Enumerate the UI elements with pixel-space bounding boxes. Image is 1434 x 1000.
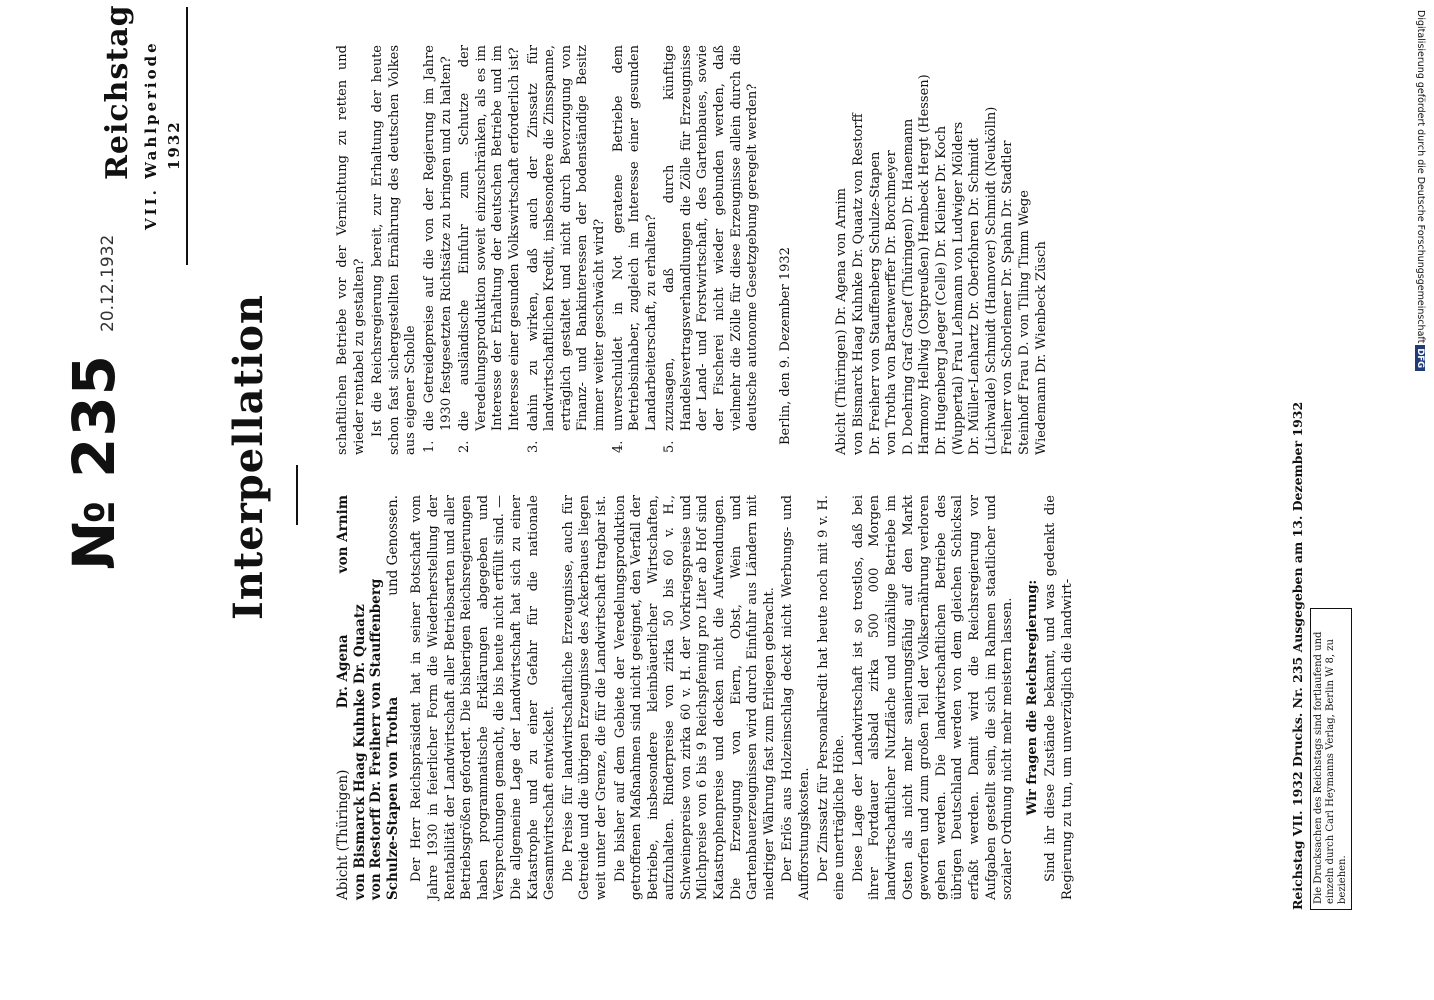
name-line: D. Doehring Graf Graef (Thüringen) Dr. Hanemann [900,118,916,455]
footer-box: Die Drucksachen des Reichstags sind fortlaufend und einzeln durch Carl Heymanns Verlag, Berlin W 8, zu beziehen. [1310,608,1352,910]
demand-number: 2. [457,440,473,453]
name-line: (Lichwalde) Schmidt (Hannover) Schmidt (Neukölln) [983,106,999,455]
right-column [335,45,1050,455]
wahlperiode-label: VII. Wahlperiode [142,40,160,230]
question-intro: Wir fragen die Reichsregierung: [1024,579,1040,816]
demand-number: 4. [610,440,626,453]
signer-line-4a: Schulze-Stapen von Trotha [384,696,401,900]
reichstag-heading: Reichstag [100,4,135,180]
demand-item [422,45,455,455]
name-line: Dr. Müller-Lenhartz Dr. Oberfohren Dr. Schmidt [967,138,983,455]
body-paragraph: Ist die Reichsregierung bereit, zur Erhaltung der heute schon fast sichergestellten Ernährung des deutschen Volkes aus eigener Scholle [370,45,419,455]
demands-list [422,45,762,455]
demand-item [526,45,609,455]
demand-text: die Getreidepreise auf die von der Regierung im Jahre 1930 festgesetzten Richtsätze zu bringen und zu halten? [421,45,454,431]
demand-item [611,45,661,455]
name-line: Dr. Freiherr von Stauffenberg Schulze-Stapen [867,151,883,455]
funding-text: Digitalisierung gefördert durch die Deutsche Forschungsgemeinschaft [1415,10,1426,344]
body-paragraph: Der Erlös aus Holzeinschlag deckt nicht Werbungs- und Aufforstungskosten. [780,495,813,900]
signer-line-1a: Abicht (Thüringen) [335,769,351,900]
demand-item [662,45,762,455]
body-paragraph: Der Zinssatz für Personalkredit hat heute noch mit 9 v. H. eine unerträgliche Höhe. [815,495,848,900]
question-text: Sind ihr diese Zustände bekannt, und was gedenkt die Regierung zu tun, um unverzüglich die landwirt- [1043,495,1075,900]
name-line: (Wuppertal) Frau Lehmann von Ludwiger Mölders [950,121,966,455]
signer-line-3: von Restorff Dr. Freiherr von Stauffenberg [368,578,385,900]
left-column [335,495,1079,900]
name-line: Freiherr von Schorlemer Dr. Spahn Dr. Stadtler [1000,140,1016,455]
name-line: Harmony Hellwig (Ostpreußen) Hembeck Hergt (Hessen) [917,74,933,455]
signer-line-4b: und Genossen. [384,495,401,596]
body-paragraph: Diese Lage der Landwirtschaft ist so trostlos, daß bei ihrer Fortdauer alsbald zirka 500 000 Morgen landwirtschaftlicher Nutzfläche und unzählige Betriebe im Osten als nicht mehr sanierungsfähig auf den Markt geworfen und zum großen Teil der Volksernährung verloren gehen werden. Die landwirtschaftlichen Betriebe des übrigen Deutschland werden von dem gleichen Schicksal erfaßt werden. Damit wird die Reichsregierung vor Aufgaben gestellt sein, die sich im Rahmen staatlicher und sozialer Ordnung nicht mehr meistern lassen. [850,495,1016,900]
signer-line-1c: von Arnim [335,495,351,574]
name-line: Abicht (Thüringen) Dr. Agena von Arnim [834,188,850,455]
document-number: № 235 [60,353,128,570]
body-paragraph: Die Preise für landwirtschaftliche Erzeugnisse, auch für Getreide und die übrigen Erzeugnisse des Ackerbaues liegen weit unter der Grenze, die für die Landwirtschaft tragbar ist. [560,495,609,900]
name-line: Wiedemann Dr. Wienbeck Züsch [1033,241,1049,455]
year-label: 1932 [165,120,183,170]
name-line: von Trotha von Bartenwerffer Dr. Borchmeyer [884,150,900,455]
demand-text: dahin zu wirken, daß auch der Zinssatz für landwirtschaftlichen Kredit, insbesondere die Zinsspanne, erträglich gestaltet und nicht durch Bevorzugung von Finanz- und Bankinteressen der bodenständige Besitz immer weiter geschwächt wird? [525,45,607,431]
name-line: Dr. Hugenberg Jaeger (Celle) Dr. Kleiner Dr. Koch [934,125,949,455]
document-title: Interpellation [225,294,272,620]
demand-item [457,45,523,455]
signer-line-1b: Dr. Agena [335,634,351,709]
demand-text: die ausländische Einfuhr zum Schutze der Veredelungsproduktion soweit einzuschränken, als es im Interesse der Erhaltung der deutschen Betriebe und im Interesse einer gesunden Volkswirtschaft erforderlich ist? [457,45,522,431]
signers-intro [335,495,401,900]
demand-number: 1. [421,440,437,453]
signer-line-2: von Bismarck Haag Kuhnke Dr. Quaatz [351,604,368,900]
demand-number: 5. [662,440,678,453]
digitization-note [1408,0,1434,1000]
demand-number: 3. [525,440,541,453]
name-line: von Bismarck Haag Kuhnke Dr. Quaatz von Restorff [851,113,867,455]
dfg-logo: DFG [1415,345,1425,371]
body-paragraph: Der Herr Reichspräsident hat in seiner Botschaft vom Jahre 1930 in feierlicher Form die Wiederherstellung der Rentabilität der Landwirtschaft aller Betriebsarten und aller Betriebsgrößen gefordert. Die bisherigen Reichsregierungen haben programmatische Erklärungen abgegeben und Versprechungen gemacht, die bis heute nicht erfüllt sind. — Die allgemeine Lage der Landwirtschaft hat sich zu einer Katastrophe und zu einer Gefahr für die nationale Gesamtwirtschaft entwickelt. [409,495,558,900]
demand-text: zuzusagen, daß durch künftige Handelsvertragsverhandlungen die Zölle für Erzeugnisse der Land- und Forstwirtschaft, des Gartenbaues, sowie der Fischerei nicht wieder gebunden werden, daß vielmehr die Zölle für diese Erzeugnisse allein durch die deutsche autonome Gesetzgebung geregelt werden? [662,45,761,431]
digitization-note-text [1415,10,1426,371]
name-line: Steinhoff Frau D. von Tiling Timm Wege [1016,190,1032,455]
demand-text: unverschuldet in Not geratene Betriebe dem Betriebsinhaber, zugleich im Interesse einer gesunden Landarbeiterschaft, zu erhalten? [610,45,659,431]
footer-line: Reichstag VII. 1932 Drucks. Nr. 235 Ausgegeben am 13. Dezember 1932 [1290,401,1305,910]
date-stamp: 20.12.1932 [98,234,118,332]
signatory-names [834,45,1050,455]
body-continuation: schaftlichen Betriebe vor der Vernichtung zu retten und wieder rentabel zu gestalten? [335,45,367,455]
header-rule [186,7,188,265]
body-paragraph: Die bisher auf dem Gebiete der Veredelungsproduktion getroffenen Maßnahmen sind nicht geeignet, den Verfall der Betriebe, insbesondere kleinbäuerlicher Wirtschaften, aufzuhalten. Rinderpreise von zirka 50 bis 60 v. H., Schweinepreise von zirka 60 v. H. der Vorkriegspreise und Milchpreise von 6 bis 9 Reichspfennig pro Liter ab Hof sind Katastrophenpreise und decken nicht die Aufwendungen. Die Erzeugung von Eiern, Obst, Wein und Gartenbauerzeugnissen wird durch Einfuhr aus Ländern mit niedriger Währung fast zum Erliegen gebracht. [612,495,777,900]
date-line: Berlin, den 9. Dezember 1932 [777,247,793,445]
title-rule [296,465,298,525]
